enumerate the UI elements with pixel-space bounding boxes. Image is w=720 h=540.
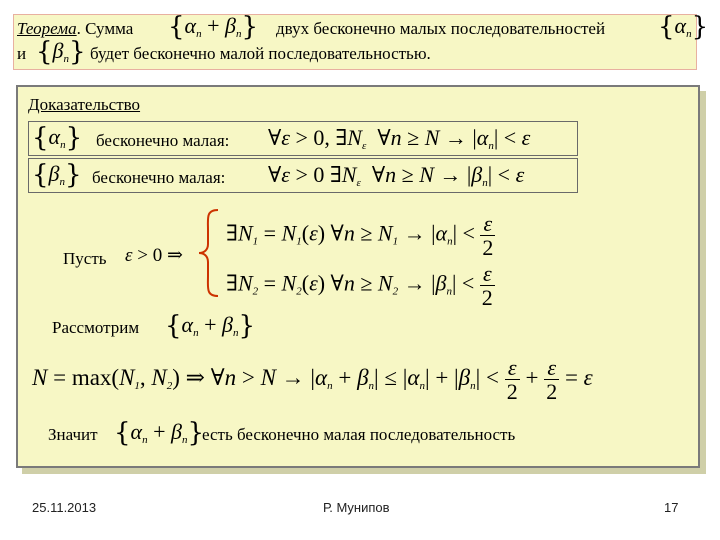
proof-heading	[28, 96, 140, 113]
let-label: Пусть	[63, 249, 107, 268]
beta-condition-label: бесконечно малая:	[92, 168, 226, 187]
red-system-brace	[196, 208, 222, 298]
theorem-line-1	[17, 20, 133, 37]
epsilon-positive-implies: ε > 0 ⇒	[125, 245, 183, 266]
theorem-beta-seq: $\{\beta_n\}$	[36, 37, 86, 67]
conclusion-text: есть бесконечно малая последовательность	[202, 425, 516, 444]
alpha-condition-formula: ∀ε > 0, $\exists N_\varepsilon$ ∀n ≥ $N \to |\alpha_n| < \varepsilon$	[268, 125, 531, 152]
footer-author: Р. Мунипов	[323, 500, 390, 515]
hence-label: Значит	[48, 425, 98, 444]
footer-page-number: 17	[664, 500, 679, 515]
beta-seq-symbol: $\{\beta_n\}$	[32, 160, 82, 190]
theorem-and-text: и	[17, 44, 27, 63]
proof-heading-text: Доказательство	[28, 95, 141, 114]
theorem-label: Теорема	[17, 19, 77, 38]
alpha-condition-label: бесконечно малая:	[96, 131, 230, 150]
beta-condition-formula: ∀ε > 0 $\exists N_\varepsilon$ ∀n ≥ $N \to |\beta_n| < \varepsilon$	[268, 162, 525, 189]
alpha-seq-symbol: $\{\alpha_n\}$	[32, 123, 83, 153]
theorem-two-text: двух бесконечно малых последовательностей	[276, 19, 606, 38]
theorem-will-be-text: будет бесконечно малой последовательностью.	[90, 44, 431, 63]
theorem-sum-formula: $\{\alpha_n + \beta_n\}$	[168, 12, 259, 42]
consider-label: Рассмотрим	[52, 318, 140, 337]
consider-formula: $\{\alpha_n + \beta_n\}$	[165, 311, 256, 341]
footer-date: 25.11.2013	[32, 500, 97, 515]
theorem-alpha-seq: $\{\alpha_n\}$	[658, 12, 709, 42]
n2-condition-formula: $\exists N_2 = N_2(\varepsilon)$ ∀n ≥ $N_2 \to |\beta_n|$ < $\frac{\varepsilon}{2}$	[226, 261, 493, 311]
conclusion-seq: $\{\alpha_n + \beta_n\}$	[114, 418, 205, 448]
theorem-sum-text: . Сумма	[76, 19, 134, 38]
n1-condition-formula: $\exists N_1 = N_1(\varepsilon)$ ∀n ≥ $N_1 \to |\alpha_n|$ < $\frac{\varepsilon}{2}$	[226, 211, 494, 261]
main-estimate-formula: $N = \max(N_1$, $N_2$) ⇒ ∀n > $N \to |\alpha_n + \beta_n| \le |\alpha_n| + |\beta_n|$ < $\frac{\varepsilon}{2}$ + $\frac{\varepsilon}{2}$ = ε	[32, 355, 593, 405]
